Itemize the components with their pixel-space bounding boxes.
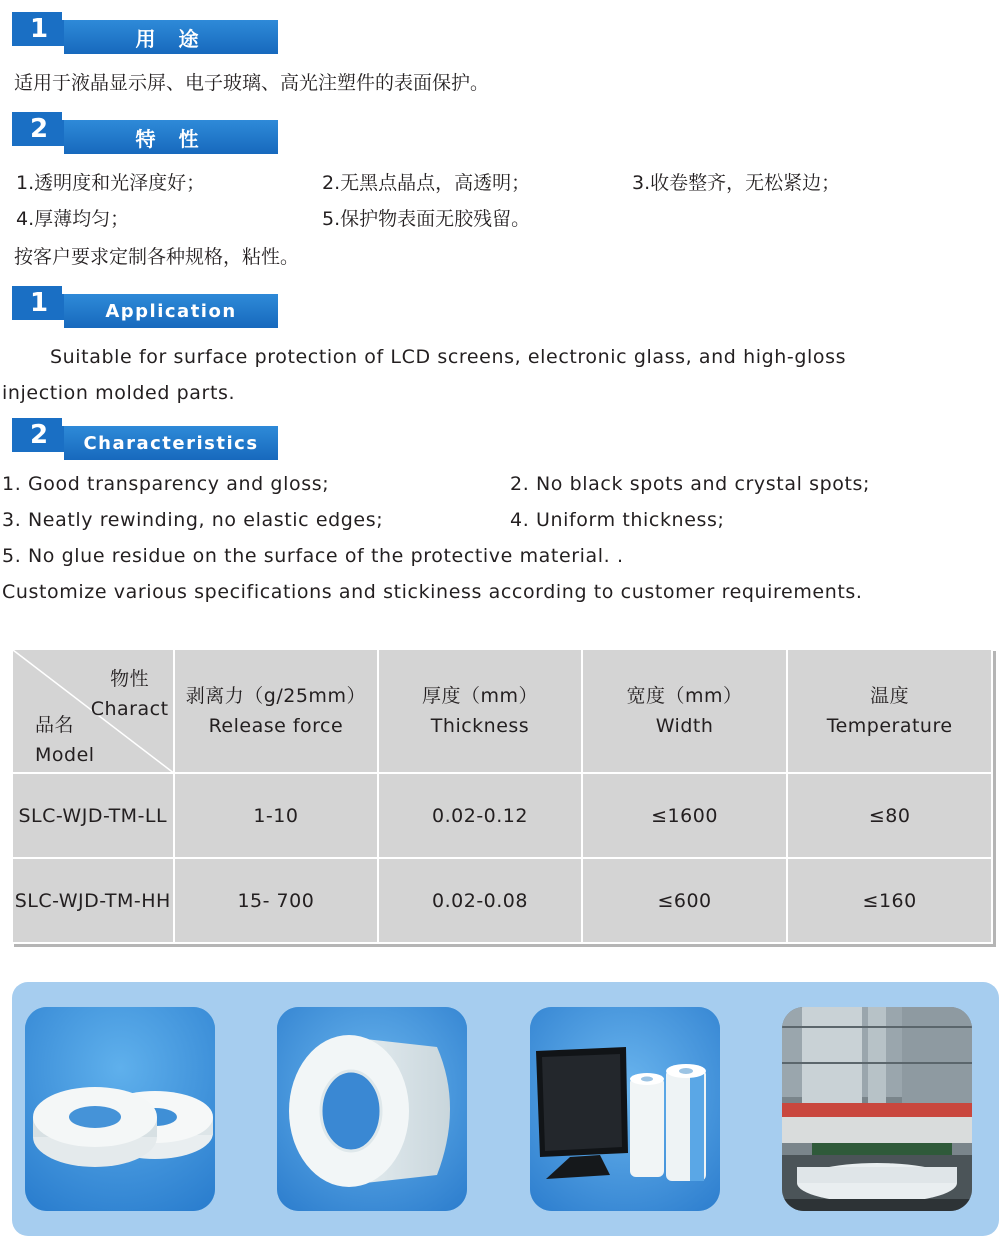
corner-bottom-labels bbox=[35, 710, 95, 770]
characteristic-item: 3. Neatly rewinding, no elastic edges; bbox=[2, 509, 384, 531]
cell-width: ≤600 bbox=[582, 858, 787, 943]
section-number: 2 bbox=[12, 418, 66, 452]
feature-item: 4.厚薄均匀； bbox=[16, 208, 130, 230]
section-number: 1 bbox=[12, 286, 66, 320]
header-en: Thickness bbox=[430, 715, 530, 737]
section-number: 1 bbox=[12, 12, 66, 46]
corner-top-cn: 物性 bbox=[110, 668, 150, 690]
cell-thickness: 0.02-0.08 bbox=[378, 858, 582, 943]
section-title: Application bbox=[64, 294, 278, 328]
feature-item: 2.无黑点晶点，高透明； bbox=[322, 172, 531, 194]
section-title: 特 性 bbox=[64, 120, 278, 154]
feature-item: 5.保护物表面无胶残留。 bbox=[322, 208, 531, 230]
header-en: Release force bbox=[208, 715, 344, 737]
corner-bottom-cn: 品名 bbox=[35, 714, 75, 736]
characteristic-item: 5. No glue residue on the surface of the protective material. . bbox=[2, 545, 624, 567]
header-width bbox=[582, 649, 787, 773]
feature-item: 1.透明度和光泽度好； bbox=[16, 172, 206, 194]
section-header-features bbox=[12, 112, 278, 154]
section-header-usage bbox=[12, 12, 278, 54]
feature-item: 3.收卷整齐，无松紧边； bbox=[632, 172, 841, 194]
section-title: Characteristics bbox=[64, 426, 278, 460]
header-en: Temperature bbox=[826, 715, 953, 737]
cell-temp: ≤80 bbox=[787, 773, 992, 858]
header-cn: 宽度（mm） bbox=[626, 685, 743, 707]
header-cn: 厚度（mm） bbox=[421, 685, 539, 707]
cell-release: 1-10 bbox=[174, 773, 379, 858]
usage-text: 适用于液晶显示屏、电子玻璃、高光注塑件的表面保护。 bbox=[14, 72, 490, 94]
film-rolls-photo bbox=[25, 1007, 215, 1211]
monitor-with-rolls-photo bbox=[530, 1007, 720, 1211]
corner-bottom-en: Model bbox=[35, 744, 95, 766]
characteristic-item: 2. No black spots and crystal spots; bbox=[510, 473, 871, 495]
section-header-application bbox=[12, 286, 278, 328]
header-temperature bbox=[787, 649, 992, 773]
header-release-force bbox=[174, 649, 379, 773]
table-header-row bbox=[12, 649, 992, 773]
application-text-line1: Suitable for surface protection of LCD screens, electronic glass, and high-gloss bbox=[50, 346, 847, 368]
header-en: Width bbox=[655, 715, 714, 737]
cell-thickness: 0.02-0.12 bbox=[378, 773, 582, 858]
cell-temp: ≤160 bbox=[787, 858, 992, 943]
table-row bbox=[12, 773, 992, 858]
header-thickness bbox=[378, 649, 582, 773]
cell-width: ≤1600 bbox=[582, 773, 787, 858]
header-cn: 温度 bbox=[870, 685, 910, 707]
single-roll-photo bbox=[277, 1007, 467, 1211]
spec-table bbox=[11, 648, 993, 944]
section-title: 用 途 bbox=[64, 20, 278, 54]
customize-text-en: Customize various specifications and stickiness according to customer requirements. bbox=[2, 581, 863, 603]
characteristic-item: 1. Good transparency and gloss; bbox=[2, 473, 330, 495]
characteristic-item: 4. Uniform thickness; bbox=[510, 509, 725, 531]
table-corner-cell bbox=[12, 649, 174, 773]
cell-model: SLC-WJD-TM-HH bbox=[12, 858, 174, 943]
section-header-characteristics bbox=[12, 418, 278, 460]
corner-top-en: Charact bbox=[90, 698, 169, 720]
cell-model: SLC-WJD-TM-LL bbox=[12, 773, 174, 858]
section-number: 2 bbox=[12, 112, 66, 146]
table-row bbox=[12, 858, 992, 943]
product-gallery bbox=[12, 982, 999, 1236]
production-line-photo bbox=[782, 1007, 972, 1211]
application-text-line2: injection molded parts. bbox=[2, 382, 236, 404]
cell-release: 15- 700 bbox=[174, 858, 379, 943]
header-cn: 剥离力（g/25mm） bbox=[185, 685, 366, 707]
customize-text: 按客户要求定制各种规格，粘性。 bbox=[14, 246, 300, 268]
corner-top-labels bbox=[91, 664, 169, 724]
